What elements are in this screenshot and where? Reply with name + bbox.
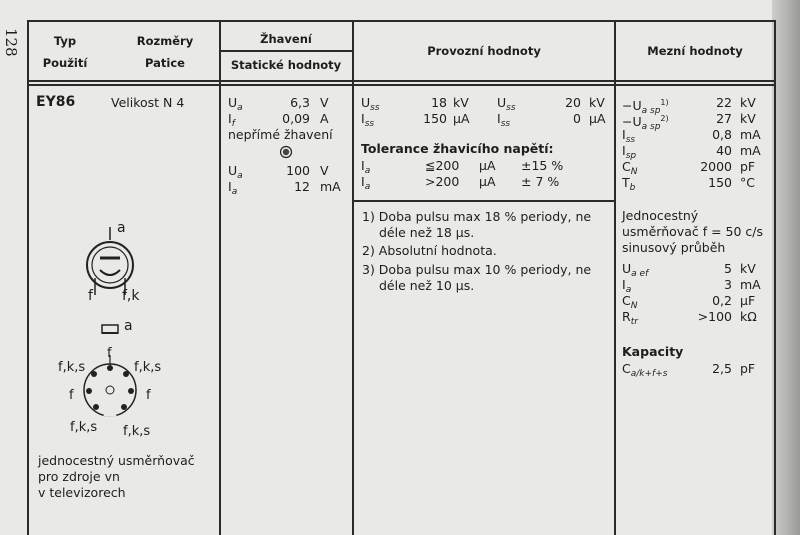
rectifier-row: $I_a$ 3 mA [622, 277, 761, 295]
description-line-3: v televizorech [38, 485, 126, 500]
tolerance-row: $I_a$ >200 µA ± 7 % [361, 174, 560, 192]
schematic-label-f: f [88, 288, 93, 304]
cap-label-a: a [124, 318, 133, 334]
static-row: $U_a$ 100 V [228, 163, 329, 181]
header-zhaveni: Žhavení [260, 32, 312, 46]
col-divider-1 [219, 20, 221, 535]
limits-section [622, 95, 772, 385]
rectifier-row: $C_N$ 0,2 µF [622, 293, 756, 311]
rectifier-text-3: sinusový průběh [622, 240, 726, 255]
header-staticke: Statické hodnoty [230, 58, 342, 72]
capacity-row: $C_{a/k+f+s}$ 2,5 pF [622, 361, 756, 379]
footnote-3-cont: déle než 10 µs. [379, 278, 475, 293]
tolerance-title: Tolerance žhavicího napětí: [361, 141, 554, 156]
header-typ: Typ [53, 34, 77, 48]
header-patice: Patice [145, 56, 185, 70]
pin-label-upper-left: f,k,s [58, 360, 86, 375]
schematic-label-fk: f,k [122, 288, 140, 304]
schematic-label-a: a [117, 220, 126, 236]
col-divider-2 [352, 20, 354, 535]
footnote-1-cont: déle než 18 µs. [379, 225, 475, 240]
footnote-2: 2) Absolutní hodnota. [362, 243, 497, 258]
limit-row: $-U_{a sp}^{1)}$ 22 kV [622, 95, 756, 117]
heating-note: nepřímé žhavení [228, 127, 333, 142]
footnote-3: 3) Doba pulsu max 10 % periody, ne [362, 262, 592, 277]
pin-label-lower-right: f,k,s [123, 424, 151, 439]
table-border-right [774, 20, 776, 535]
header-pouziti: Použití [42, 56, 88, 70]
static-row: $I_a$ 12 mA [228, 179, 341, 197]
page-edge-shadow [772, 0, 800, 535]
capacity-title: Kapacity [622, 344, 684, 359]
rectifier-text-1: Jednocestný [622, 208, 699, 223]
limit-row: $C_N$ 2000 pF [622, 159, 756, 177]
description-line-2: pro zdroje vn [38, 469, 120, 484]
header-provozni: Provozní hodnoty [427, 44, 541, 58]
header-rozmery: Rozměry [136, 34, 194, 48]
pin-label-top: f [107, 346, 112, 361]
operating-row: $U_{ss}$ 18 kV $U_{ss}$ 20 kV [361, 95, 605, 113]
rectifier-row: $R_{tr}$ >100 kΩ [622, 309, 757, 327]
rectifier-text-2: usměrňovač f = 50 c/s [622, 224, 763, 239]
limit-row: $T_b$ 150 °C [622, 175, 755, 193]
header-divider [27, 80, 775, 82]
pin-label-upper-right: f,k,s [134, 360, 162, 375]
pin-label-right: f [146, 388, 151, 403]
limit-row: $-U_{a sp}^{2)}$ 27 kV [622, 111, 756, 133]
description-line-1: jednocestný usměrňovač [38, 453, 195, 468]
operating-row: $I_{ss}$ 150 µA $I_{ss}$ 0 µA [361, 111, 606, 129]
limit-row: $I_{sp}$ 40 mA [622, 143, 761, 161]
heating-section [228, 95, 343, 295]
limit-row: $I_{ss}$ 0,8 mA [622, 127, 761, 145]
table-border-left [27, 20, 29, 535]
page-number: 128 [2, 28, 20, 57]
tube-type: EY86 [36, 94, 76, 110]
header-mezni: Mezní hodnoty [647, 44, 743, 58]
heating-row: $I_f$ 0,09 A [228, 111, 329, 129]
indirect-heating-icon [279, 145, 293, 159]
header-divider-double [27, 84, 775, 86]
heating-subheader-line [220, 50, 352, 52]
tolerance-row: $I_a$ ≦200 µA ±15 % [361, 158, 564, 176]
pin-label-lower-left: f,k,s [70, 420, 98, 435]
pin-label-left: f [69, 388, 74, 403]
table-border-top [27, 20, 775, 22]
col-divider-3 [614, 20, 616, 535]
tube-size: Velikost N 4 [111, 95, 185, 110]
rectifier-row: $U_{a ef}$ 5 kV [622, 261, 756, 279]
operating-section [361, 95, 611, 205]
heating-row: $U_a$ 6,3 V [228, 95, 329, 113]
footnote-1: 1) Doba pulsu max 18 % periody, ne [362, 209, 592, 224]
